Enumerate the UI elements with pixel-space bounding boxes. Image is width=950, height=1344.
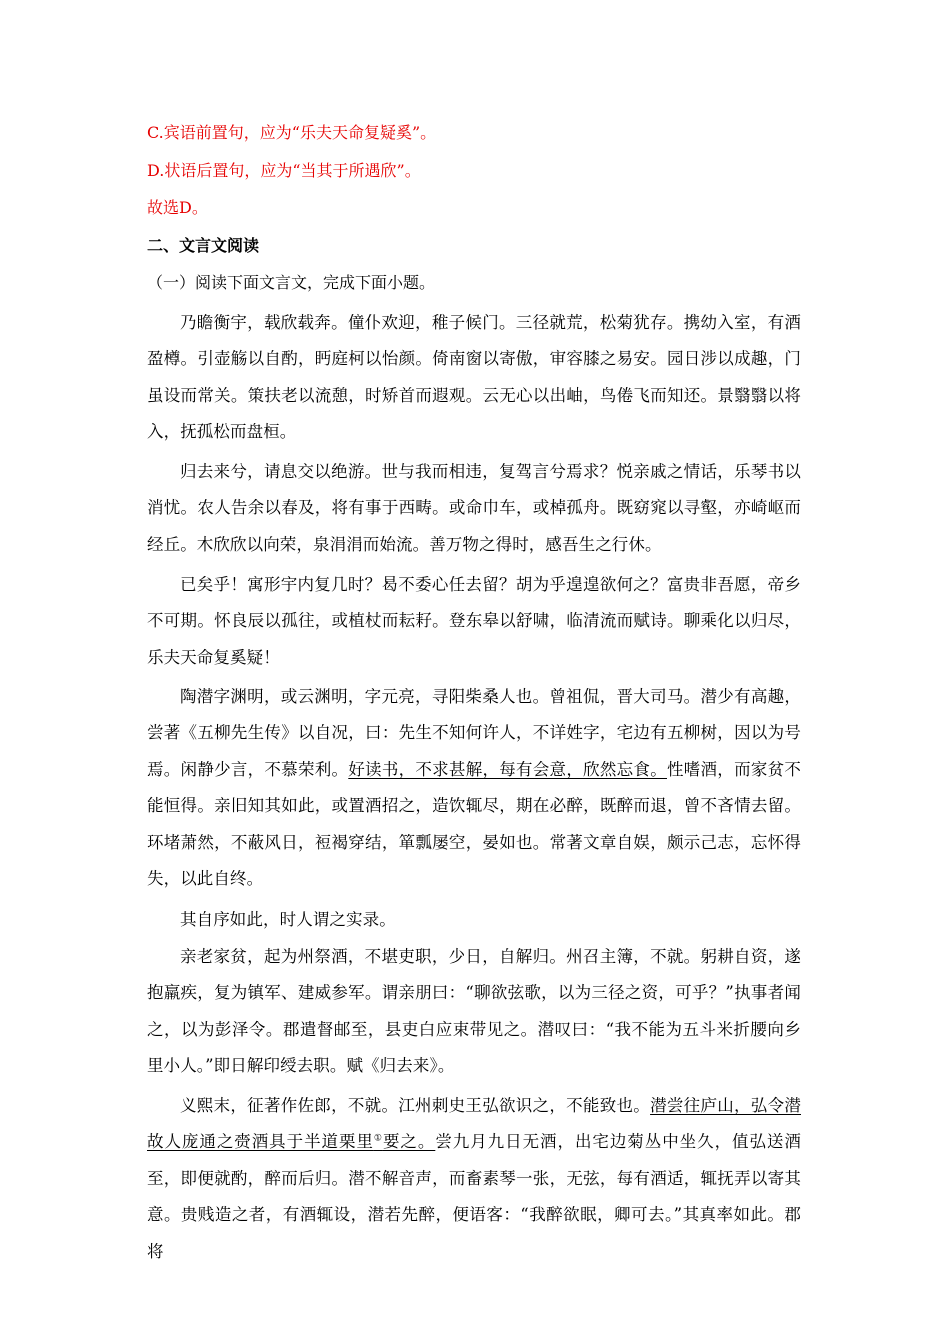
passage-paragraph-1: 乃瞻衡宇，载欣载奔。僮仆欢迎，稚子候门。三径就荒，松菊犹存。携幼入室，有酒盈樽。引壶觞以自酌，眄庭柯以怡颜。倚南窗以寄傲，审容膝之易安。园日涉以成趣，门虽设而常关。策扶老以流憩，时矫首而遐观。云无心以出岫，鸟倦飞而知还。景翳翳以将入，抚孤松而盘桓。 bbox=[147, 313, 801, 442]
answer-note-c: C.宾语前置句，应为“乐夫天命复疑奚”。 bbox=[147, 123, 437, 142]
paragraph-4-text-after: 性嗜酒，而家贫不能恒得。亲旧知其如此，或置酒招之，造饮辄尽，期在必醉，既醉而退，曾不吝情去留。环堵萧然，不蔽风日，裋褐穿结，箪瓢屡空，晏如也。常著文章自娱，颇示己志，忘怀得失，以此自终。 bbox=[147, 759, 801, 889]
section-heading: 二、文言文阅读 bbox=[147, 236, 260, 255]
passage-paragraph-3: 已矣乎！寓形宇内复几时？曷不委心任去留？胡为乎遑遑欲何之？富贵非吾愿，帝乡不可期。怀良辰以孤往，或植杖而耘耔。登东皋以舒啸，临清流而赋诗。聊乘化以归尽，乐夫天命复奚疑！ bbox=[147, 575, 801, 667]
underlined-sentence-2-part-a: 潜尝往庐山，弘令潜故人庞通之赍酒具于半道栗里 bbox=[147, 1096, 801, 1152]
section-instruction: （一）阅读下面文言文，完成下面小题。 bbox=[147, 273, 436, 292]
paragraph-7-text-before: 义熙末，征著作佐郎，不就。江州刺史王弘欲识之，不能致也。 bbox=[180, 1096, 651, 1115]
footnote-marker: ① bbox=[373, 1133, 383, 1144]
passage-paragraph-2: 归去来兮，请息交以绝游。世与我而相违，复驾言兮焉求？悦亲戚之情话，乐琴书以消忧。农人告余以春及，将有事于西畴。或命巾车，或棹孤舟。既窈窕以寻壑，亦崎岖而经丘。木欣欣以向荣，泉涓涓而始流。善万物之得时，感吾生之行休。 bbox=[147, 462, 801, 554]
underlined-sentence-2-part-b: 要之。 bbox=[382, 1132, 436, 1152]
passage-paragraph-6: 亲老家贫，起为州祭酒，不堪吏职，少日，自解归。州召主簿，不就。躬耕自资，遂抱羸疾，复为镇军、建威参军。谓亲朋曰：“聊欲弦歌，以为三径之资，可乎？”执事者闻之，以为彭泽令。郡遣督邮至，县吏白应束带见之。潜叹曰：“我不能为五斗米折腰向乡里小人。”即日解印绶去职。赋《归去来》。 bbox=[147, 947, 801, 1076]
passage-paragraph-5: 其自序如此，时人谓之实录。 bbox=[180, 910, 396, 929]
answer-conclusion: 故选D。 bbox=[147, 198, 208, 217]
underlined-sentence-1: 好读书，不求甚解，每有会意，欣然忘食。 bbox=[348, 759, 667, 779]
passage-paragraph-4 bbox=[147, 679, 801, 897]
paragraph-7-text-after: 尝九月九日无酒，出宅边菊丛中坐久，值弘送酒至，即便就酌，醉而后归。潜不解音声，而畜素琴一张，无弦，每有酒适，辄抚弄以寄其意。贵贱造之者，有酒辄设，潜若先醉，便语客：“我醉欲眠，卿可去。”其真率如此。郡将 bbox=[147, 1132, 801, 1261]
passage-paragraph-7 bbox=[147, 1088, 801, 1270]
answer-note-d: D.状语后置句，应为“当其于所遇欣”。 bbox=[147, 161, 421, 180]
paragraph-4-text-before: 陶潜字渊明，或云渊明，字元亮，寻阳柴桑人也。曾祖侃，晋大司马。潜少有高趣，尝著《五柳先生传》以自况，曰：先生不知何许人，不详姓字，宅边有五柳树，因以为号焉。闲静少言，不慕荣利。 bbox=[147, 687, 801, 779]
